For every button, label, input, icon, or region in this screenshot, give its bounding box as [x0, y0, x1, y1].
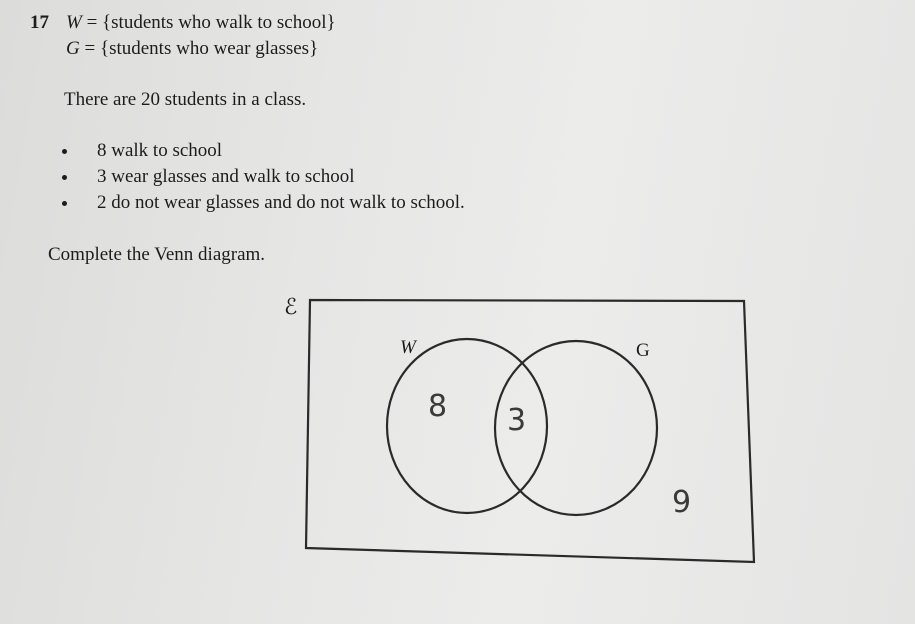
set-variable-w: W	[66, 12, 82, 33]
question-number: 17	[30, 12, 49, 33]
answer-w-only: 8	[428, 389, 448, 424]
definition-w	[66, 12, 336, 34]
bullet-text: 8 walk to school	[97, 140, 223, 161]
answer-outside: 9	[672, 485, 692, 520]
venn-diagram	[270, 280, 770, 580]
set-variable-g: G	[66, 38, 80, 59]
bullet-dot-icon	[62, 201, 67, 206]
equals-sign: =	[86, 12, 98, 33]
set-label-w: W	[400, 337, 416, 358]
bullet-dot-icon	[62, 175, 67, 180]
bullet-item	[62, 192, 465, 214]
equals-sign: =	[84, 38, 96, 59]
answer-intersection: 3	[507, 403, 527, 438]
set-description-w: {students who walk to school}	[102, 12, 336, 33]
bullet-text: 3 wear glasses and walk to school	[97, 166, 355, 187]
universal-set-rectangle	[306, 300, 754, 562]
set-label-g: G	[636, 340, 650, 361]
bullet-dot-icon	[62, 149, 67, 154]
universal-set-symbol: ℰ	[284, 294, 298, 319]
bullet-text: 2 do not wear glasses and do not walk to school.	[97, 192, 465, 213]
intro-text: There are 20 students in a class.	[64, 89, 307, 110]
bullet-item	[62, 166, 355, 188]
set-description-g: {students who wear glasses}	[99, 38, 319, 59]
definition-g	[66, 38, 318, 60]
instruction-text: Complete the Venn diagram.	[48, 244, 266, 265]
bullet-item	[62, 140, 222, 162]
